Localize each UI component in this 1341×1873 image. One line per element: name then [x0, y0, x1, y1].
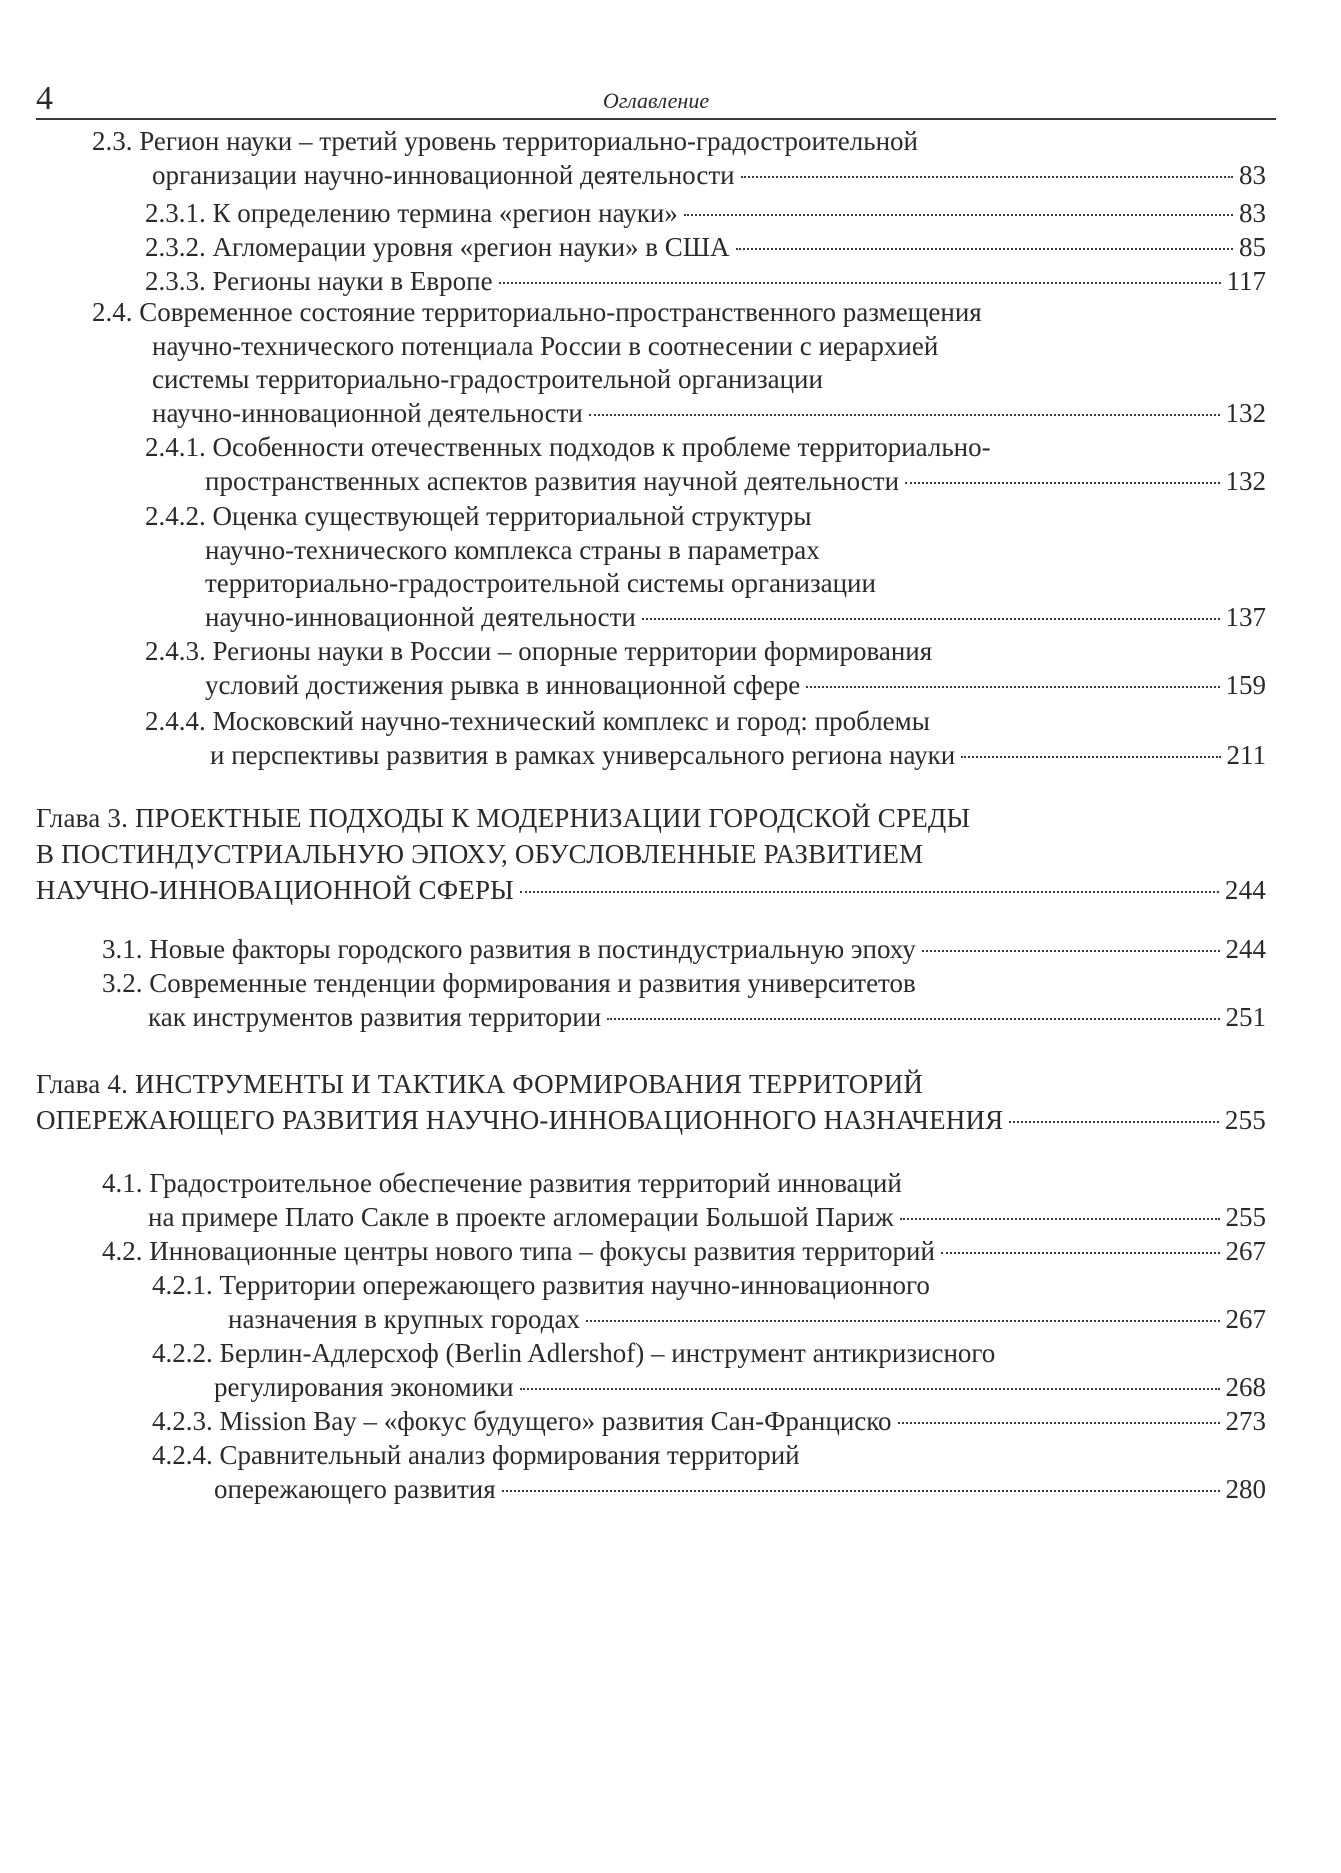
toc-page-number: 85	[1239, 232, 1266, 262]
dot-leader	[520, 891, 1219, 893]
toc-entry-title-line: В ПОСТИНДУСТРИАЛЬНУЮ ЭПОХУ, ОБУСЛОВЛЕННЫЕ РАЗВИТИЕМ	[36, 839, 924, 869]
toc-entry-title-line: регулирования экономики	[214, 1372, 514, 1402]
toc-entry-title-line: 2.4.1. Особенности отечественных подходов к проблеме территориально-	[145, 432, 991, 462]
toc-entry-last-line	[0, 264, 1266, 298]
dot-leader	[806, 686, 1219, 688]
toc-page-number: 132	[1225, 397, 1266, 428]
toc-entry-title-line: территориально-градостроительной системы организации	[205, 568, 876, 598]
toc-chapter-entry	[0, 1066, 1266, 1138]
toc-entry-title-line: условий достижения рывка в инновационной сфере	[205, 670, 801, 700]
toc-page-number: 117	[1226, 266, 1266, 296]
toc-entry	[0, 932, 1266, 966]
toc-entry-last-line	[0, 1404, 1266, 1438]
toc-entry-title-line: системы территориально-градостроительной организации	[152, 364, 823, 394]
toc-entry-last-line	[0, 158, 1266, 192]
toc-page-number: 251	[1225, 1002, 1266, 1032]
toc-page-number: 159	[1225, 670, 1266, 700]
toc-entry-last-line	[0, 738, 1266, 772]
toc-page-number: 280	[1225, 1474, 1266, 1504]
toc-entry-title-line: и перспективы развития в рамках универсального региона науки	[210, 740, 956, 770]
toc-entry-title-line: назначения в крупных городах	[228, 1304, 580, 1334]
dot-leader	[961, 756, 1220, 758]
toc-entry-last-line	[0, 1000, 1266, 1034]
toc-entry-title-line: 4.2. Инновационные центры нового типа – фокусы развития территорий	[102, 1236, 935, 1266]
toc-entry	[0, 1404, 1266, 1438]
toc-entry-title-line: на примере Плато Сакле в проекте агломерации Большой Париж	[148, 1202, 894, 1232]
toc-entry-last-line	[0, 872, 1266, 908]
toc-chapter-entry	[0, 800, 1266, 908]
dot-leader	[1009, 1121, 1219, 1123]
toc-entry-title-line: Глава 4. ИНСТРУМЕНТЫ И ТАКТИКА ФОРМИРОВАНИЯ ТЕРРИТОРИЙ	[36, 1069, 924, 1099]
dot-leader	[922, 950, 1220, 952]
toc-entry-title-line: 3.1. Новые факторы городского развития в постиндустриальную эпоху	[102, 934, 916, 964]
toc-page-number: 137	[1225, 601, 1266, 632]
toc-entry-title-line: 2.3.1. К определению термина «регион науки»	[145, 198, 678, 228]
dot-leader	[642, 618, 1220, 620]
toc-entry-last-line	[0, 932, 1266, 966]
toc-entry-title-line: НАУЧНО-ИННОВАЦИОННОЙ СФЕРЫ	[36, 875, 514, 905]
toc-entry-title-line: как инструментов развития территории	[148, 1002, 602, 1032]
toc-page-number: 132	[1225, 466, 1266, 496]
toc-entry-title-line: 3.2. Современные тенденции формирования и развития университетов	[102, 968, 916, 998]
toc-entry	[0, 634, 1266, 702]
dot-leader	[941, 1252, 1220, 1254]
toc-entry	[0, 430, 1266, 498]
page-number: 4	[36, 80, 53, 117]
toc-page-number: 244	[1224, 875, 1266, 905]
toc-entry-last-line	[0, 1234, 1266, 1268]
toc-entry-title-line: научно-технического комплекса страны в параметрах	[205, 534, 820, 565]
dot-leader	[898, 1422, 1220, 1424]
toc-page-number: 244	[1225, 934, 1266, 964]
toc-entry-last-line	[0, 230, 1266, 264]
dot-leader	[607, 1018, 1219, 1020]
toc-entry-last-line	[0, 464, 1266, 498]
toc-page-number: 267	[1225, 1304, 1266, 1334]
toc-entry-title-line: 2.3. Регион науки – третий уровень территориально-градостроительной	[92, 126, 918, 156]
toc-entry	[0, 1268, 1266, 1336]
dot-leader	[736, 248, 1233, 250]
toc-entry-title-line: 2.3.2. Агломерации уровня «регион науки» в США	[145, 232, 730, 262]
toc-entry-title-line: 4.2.4. Сравнительный анализ формирования территорий	[152, 1440, 800, 1470]
toc-entry-title-line: 2.4.3. Регионы науки в России – опорные территории формирования	[145, 636, 933, 666]
toc-entry-title-line: пространственных аспектов развития научной деятельности	[205, 466, 900, 496]
toc-entry-title-line: ОПЕРЕЖАЮЩЕГО РАЗВИТИЯ НАУЧНО-ИННОВАЦИОННОГО НАЗНАЧЕНИЯ	[36, 1105, 1004, 1135]
dot-leader	[684, 214, 1233, 216]
toc-entry	[0, 966, 1266, 1034]
toc-entry	[0, 230, 1266, 264]
toc-entry	[0, 1234, 1266, 1268]
dot-leader	[586, 1320, 1220, 1322]
toc-page-number: 268	[1225, 1372, 1266, 1402]
dot-leader	[589, 414, 1220, 416]
toc-entry-last-line	[0, 601, 1266, 635]
toc-entry-title-line: 2.4. Современное состояние территориально-пространственного размещения	[92, 297, 982, 327]
toc-entry	[0, 264, 1266, 298]
toc-entry-title-line: 4.2.1. Территории опережающего развития научно-инновационного	[152, 1270, 930, 1300]
toc-entry	[0, 1438, 1266, 1506]
toc-entry-last-line	[0, 1200, 1266, 1234]
toc-page-number: 273	[1225, 1406, 1266, 1436]
toc-entry-title-line: организации научно-инновационной деятельности	[152, 160, 735, 190]
toc-entry-title-line: научно-инновационной деятельности	[152, 397, 583, 428]
toc-entry	[0, 500, 1266, 634]
dot-leader	[741, 176, 1233, 178]
toc-entry-title-line: 2.3.3. Регионы науки в Европе	[145, 266, 493, 296]
toc-page-number: 267	[1225, 1236, 1266, 1266]
dot-leader	[499, 282, 1221, 284]
toc-entry-title-line: научно-технического потенциала России в соотнесении с иерархией	[152, 330, 939, 361]
toc-entry-last-line	[0, 1302, 1266, 1336]
toc-entry	[0, 1166, 1266, 1234]
toc-page-number: 83	[1239, 198, 1266, 228]
toc-entry-last-line	[0, 1472, 1266, 1506]
toc-entry-title-line: 4.2.2. Берлин-Адлерсхоф (Berlin Adlershof) – инструмент антикризисного	[152, 1338, 996, 1368]
toc-entry	[0, 1336, 1266, 1404]
toc-entry	[0, 124, 1266, 192]
toc-entry-title-line: 2.4.2. Оценка существующей территориальной структуры	[145, 501, 812, 531]
toc-entry-title-line: опережающего развития	[214, 1474, 496, 1504]
toc-page-number: 255	[1225, 1202, 1266, 1232]
running-title: Оглавление	[602, 88, 710, 113]
toc-page-number: 211	[1226, 740, 1266, 770]
toc-entry-last-line	[0, 668, 1266, 702]
dot-leader	[502, 1490, 1220, 1492]
toc-entry	[0, 296, 1266, 430]
toc-entry	[0, 196, 1266, 230]
dot-leader	[900, 1218, 1220, 1220]
toc-entry-title-line: 4.2.3. Mission Bay – «фокус будущего» развития Сан-Франциско	[152, 1406, 892, 1436]
toc-entry-last-line	[0, 397, 1266, 431]
toc-entry-title-line: 2.4.4. Московский научно-технический комплекс и город: проблемы	[145, 706, 930, 736]
toc-entry-last-line	[0, 1102, 1266, 1138]
dot-leader	[520, 1388, 1220, 1390]
toc-entry-last-line	[0, 196, 1266, 230]
toc-entry-title-line: 4.1. Градостроительное обеспечение развития территорий инноваций	[102, 1168, 902, 1198]
toc-entry	[0, 704, 1266, 772]
page-header	[36, 78, 1276, 120]
toc-page-number: 255	[1224, 1105, 1266, 1135]
toc-page-number: 83	[1239, 160, 1266, 190]
toc-entry-last-line	[0, 1370, 1266, 1404]
dot-leader	[905, 482, 1219, 484]
toc-entry-title-line: научно-инновационной деятельности	[205, 601, 636, 632]
toc-entry-title-line: Глава 3. ПРОЕКТНЫЕ ПОДХОДЫ К МОДЕРНИЗАЦИИ ГОРОДСКОЙ СРЕДЫ	[36, 803, 971, 833]
